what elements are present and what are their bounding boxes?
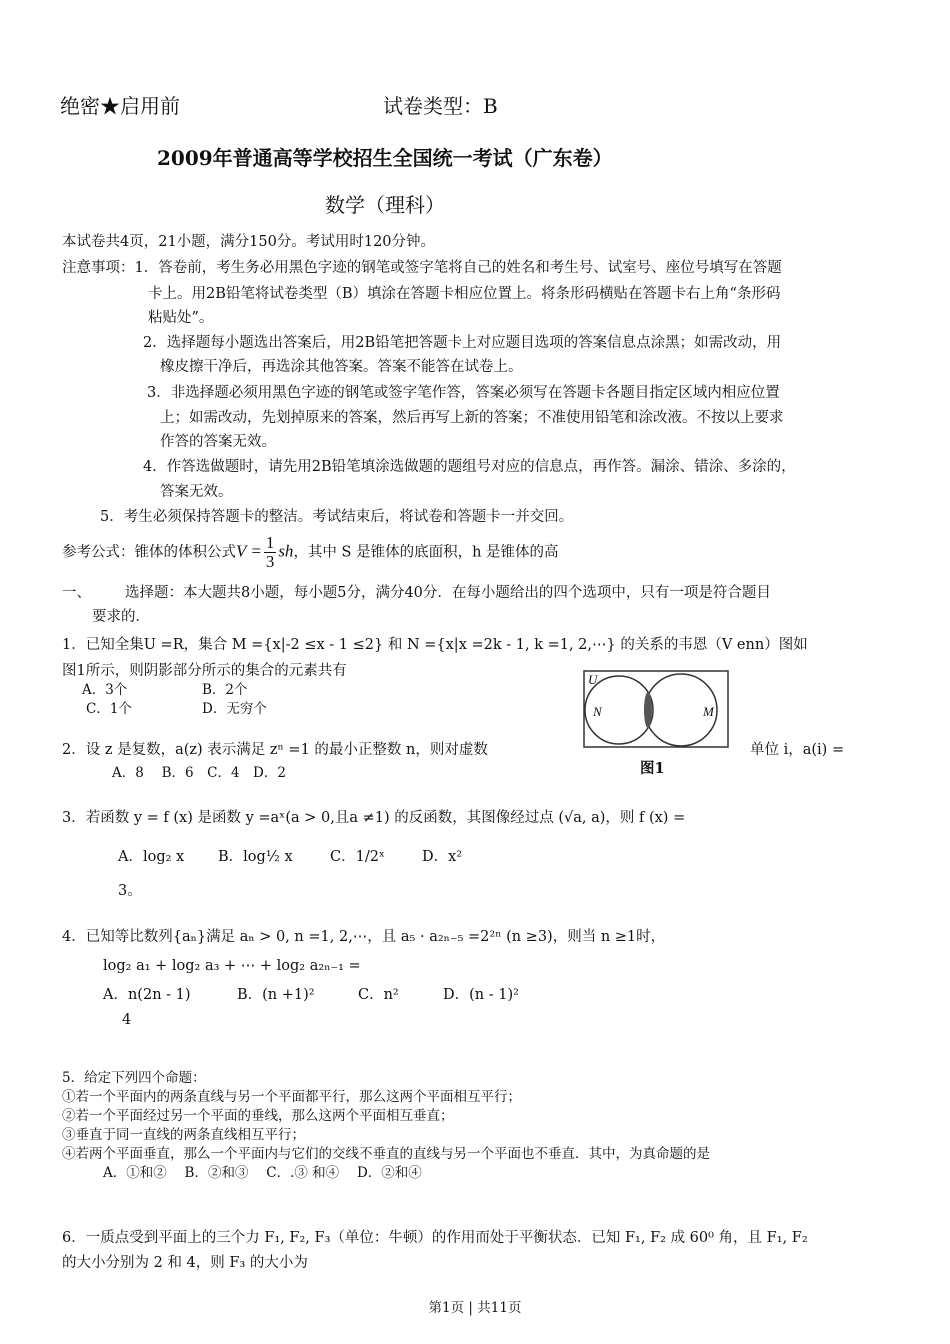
q4-option-a: A．n(2n - 1)	[103, 987, 191, 1003]
note-line: 4．作答选做题时，请先用2B铅笔填涂选做题的题组号对应的信息点，再作答。漏涂、错涂、多涂的，	[143, 459, 796, 475]
q5-proposition: ④若两个平面垂直，那么一个平面内与它们的交线不垂直的直线与另一个平面也不垂直．其中，为真命题的是	[62, 1146, 710, 1162]
note-line: 答案无效。	[160, 484, 233, 500]
exam-title: 2009年普通高等学校招生全国统一考试（广东卷）	[157, 146, 613, 170]
note-line: 5．考生必须保持答题卡的整洁。考试结束后，将试卷和答题卡一并交回。	[100, 509, 574, 525]
q1-option-b: B．2个	[202, 682, 248, 698]
q3-option-a: A．log₂ x	[118, 849, 185, 865]
note-line: 上；如需改动，先划掉原来的答案，然后再写上新的答案；不准使用铅笔和涂改液。不按以上要求	[160, 410, 784, 426]
fraction-numerator: 1	[265, 533, 275, 552]
page-footer: 第1页 | 共11页	[428, 1300, 522, 1316]
q2-stem-cont: 单位 i，a(i) =	[750, 742, 845, 758]
venn-label-m: M	[703, 704, 714, 719]
venn-label-n: N	[593, 704, 602, 719]
q4-option-d: D．(n - 1)²	[443, 987, 519, 1003]
reference-formula	[62, 534, 559, 571]
secret-label: 绝密★启用前	[60, 94, 180, 118]
note-line: 卡上。用2B铅笔将试卷类型（B）填涂在答题卡相应位置上。将条形码横贴在答题卡右上角“条形码	[148, 286, 781, 302]
q6-stem: 6．一质点受到平面上的三个力 F₁, F₂, F₃（单位：牛顿）的作用而处于平衡状态．已知 F₁, F₂ 成 60⁰ 角，且 F₁, F₂	[62, 1230, 808, 1246]
note-line: 作答的答案无效。	[160, 434, 276, 450]
exam-info: 本试卷共4页，21小题，满分150分。考试用时120分钟。	[62, 234, 436, 250]
q1-stem-cont: 图1所示，则阴影部分所示的集合的元素共有	[62, 663, 347, 679]
note-line: 3．非选择题必须用黑色字迹的钢笔或签字笔作答，答案必须写在答题卡各题目指定区域内相应位置	[147, 385, 780, 401]
section-heading-cont: 要求的．	[92, 609, 150, 625]
q5-proposition: ③垂直于同一直线的两条直线相互平行；	[62, 1127, 305, 1143]
q2-stem: 2．设 z 是复数，a(z) 表示满足 zⁿ =1 的最小正整数 n，则对虚数	[62, 742, 488, 758]
note-line: 粘贴处”。	[148, 310, 214, 326]
paper-type: 试卷类型：B	[383, 94, 498, 118]
q6-stem-cont: 的大小分别为 2 和 4，则 F₃ 的大小为	[62, 1255, 308, 1271]
note-line: 2．选择题每小题选出答案后，用2B铅笔把答题卡上对应题目选项的答案信息点涂黑；如需改动，用	[143, 335, 782, 351]
q5-proposition: ②若一个平面经过另一个平面的垂线，那么这两个平面相互垂直；	[62, 1108, 454, 1124]
q5-stem: 5．给定下列四个命题：	[62, 1070, 206, 1086]
note-line: 注意事项：1．答卷前，考生务必用黑色字迹的钢笔或签字笔将自己的姓名和考生号、试室号、座位号填写在答题	[62, 260, 782, 276]
figure-caption: 图1	[640, 760, 665, 777]
q4-option-c: C．n²	[358, 987, 399, 1003]
q1-option-a: A．3个	[82, 682, 128, 698]
venn-diagram	[583, 670, 729, 750]
subject-title: 数学（理科）	[325, 193, 445, 217]
section-heading: 选择题：本大题共8小题，每小题5分，满分40分．在每小题给出的四个选项中，只有一项是符合题目	[125, 585, 771, 601]
q3-option-c: C．1/2ˣ	[330, 849, 386, 865]
q4-extra: 4	[122, 1012, 132, 1028]
q1-option-c: C．1个	[86, 701, 132, 717]
q2-options: A．8 B．6 C．4 D．2	[112, 765, 286, 781]
q4-option-b: B．(n +1)²	[237, 987, 315, 1003]
formula-rhs: sh	[278, 541, 294, 561]
section-number: 一、	[62, 585, 91, 601]
venn-label-u: U	[588, 672, 598, 687]
q4-stem-cont: log₂ a₁ + log₂ a₃ + ⋯ + log₂ a₂ₙ₋₁ =	[103, 958, 361, 974]
fraction	[264, 534, 277, 571]
q4-stem: 4．已知等比数列{aₙ}满足 aₙ > 0, n =1, 2,⋯，且 a₅ · a₂ₙ₋₅ =2²ⁿ (n ≥3)，则当 n ≥1时，	[62, 929, 666, 945]
q3-stem: 3．若函数 y = f (x) 是函数 y =aˣ(a > 0,且a ≠1) 的反函数，其图像经过点 (√a, a)，则 f (x) =	[62, 810, 686, 826]
formula-lhs: V =	[236, 541, 262, 561]
fraction-denominator: 3	[265, 552, 275, 571]
q3-option-b: B．log½ x	[218, 849, 293, 865]
formula-prefix: 参考公式：锥体的体积公式	[62, 544, 236, 561]
q1-option-d: D．无穷个	[202, 701, 267, 717]
formula-suffix: ，其中 S 是锥体的底面积，h 是锥体的高	[293, 544, 559, 561]
q3-extra: 3。	[118, 883, 142, 899]
q5-proposition: ①若一个平面内的两条直线与另一个平面都平行，那么这两个平面相互平行；	[62, 1089, 521, 1105]
note-line: 橡皮擦干净后，再选涂其他答案。答案不能答在试卷上。	[160, 359, 523, 375]
q5-options: A．①和② B．②和③ C．.③ 和④ D．②和④	[103, 1165, 422, 1181]
q3-option-d: D．x²	[422, 849, 463, 865]
q1-stem: 1．已知全集U =R，集合 M ={x|-2 ≤x - 1 ≤2} 和 N ={x|x =2k - 1, k =1, 2,⋯} 的关系的韦恩（V enn）图如	[62, 637, 808, 653]
